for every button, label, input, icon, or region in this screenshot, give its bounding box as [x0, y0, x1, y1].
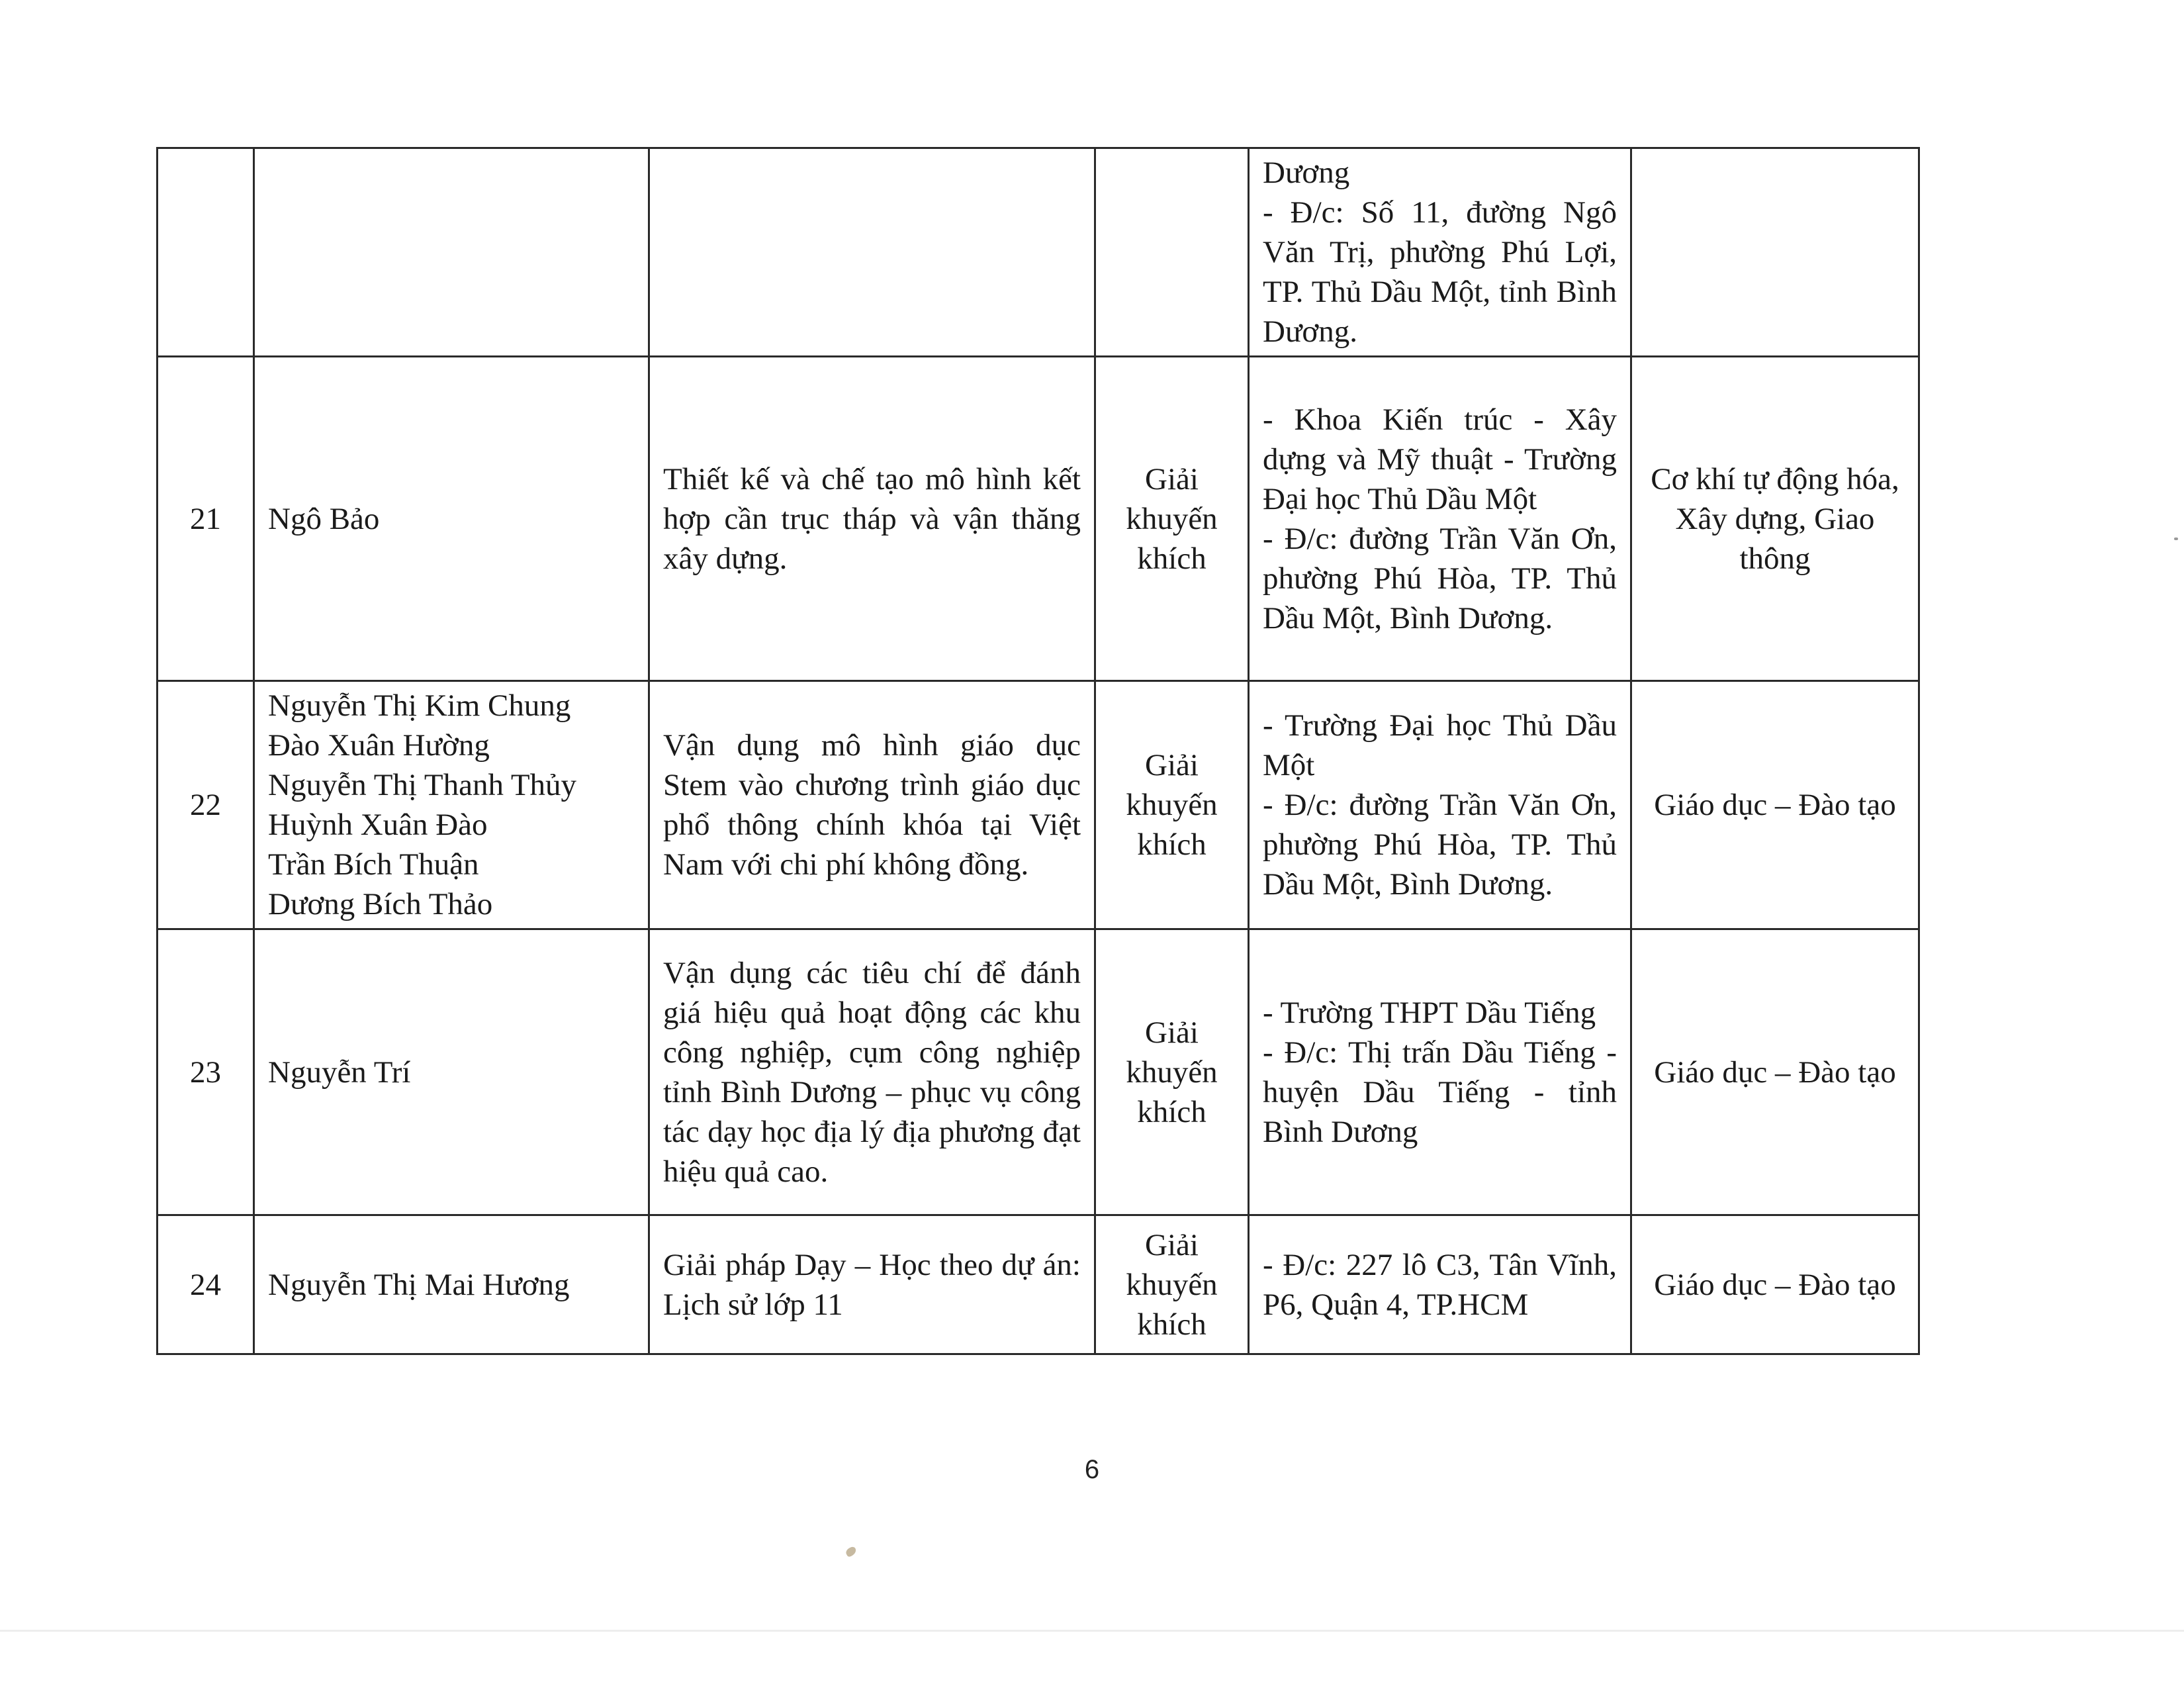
project-title: Thiết kế và chế tạo mô hình kết hợp cần trục tháp và vận thăng xây dựng. [663, 461, 1081, 576]
cell-address [1249, 681, 1631, 929]
row-number: 22 [190, 788, 221, 822]
field-text: Giáo dục – Đào tạo [1654, 1267, 1896, 1302]
prize-text: khuyến [1126, 788, 1218, 822]
row-number: 23 [190, 1055, 221, 1090]
author-name: Nguyễn Thị Kim Chung [268, 688, 571, 723]
cell-authors [254, 681, 649, 929]
field-text: Giáo dục – Đào tạo [1654, 1055, 1896, 1090]
prize-text: Giải [1145, 461, 1199, 496]
cell-field [1631, 357, 1919, 681]
address-line: - Đ/c: Số 11, đường Ngô Văn Trị, phường Phú Lợi, TP. Thủ Dầu Một, tỉnh Bình Dương. [1263, 195, 1625, 349]
prize-text: khuyến [1126, 1267, 1218, 1302]
prize-text: khích [1137, 1094, 1206, 1129]
cell-field [1631, 148, 1919, 357]
author-name: Nguyễn Thị Mai Hương [268, 1267, 570, 1302]
prize-text: khích [1137, 1307, 1206, 1342]
cell-project-title [649, 929, 1095, 1215]
address-line: Dương [1263, 156, 1350, 190]
scan-speck [844, 1546, 858, 1558]
cell-prize [1095, 929, 1249, 1215]
cell-prize [1095, 681, 1249, 929]
cell-project-title [649, 1215, 1095, 1354]
prize-text: khuyến [1126, 501, 1218, 536]
cell-project-title [649, 148, 1095, 357]
prize-text: Giải [1145, 748, 1199, 782]
cell-address [1249, 148, 1631, 357]
author-name: Nguyễn Trí [268, 1055, 411, 1090]
cell-field [1631, 929, 1919, 1215]
cell-address [1249, 929, 1631, 1215]
address-line: - Đ/c: đường Trần Văn Ơn, phường Phú Hòa, TP. Thủ Dầu Một, Bình Dương. [1263, 521, 1625, 635]
cell-prize [1095, 148, 1249, 357]
table-row [158, 929, 1919, 1215]
cell-number [158, 929, 254, 1215]
address-line: - Trường Đại học Thủ Dầu Một [1263, 708, 1625, 782]
table-row [158, 357, 1919, 681]
prize-text: khích [1137, 541, 1206, 576]
cell-number [158, 681, 254, 929]
cell-authors [254, 929, 649, 1215]
cell-authors [254, 1215, 649, 1354]
prize-text: khích [1137, 827, 1206, 862]
address-line: - Đ/c: đường Trần Văn Ơn, phường Phú Hòa, TP. Thủ Dầu Một, Bình Dương. [1263, 788, 1625, 902]
cell-project-title [649, 357, 1095, 681]
project-title: Giải pháp Dạy – Học theo dự án: Lịch sử lớp 11 [663, 1247, 1081, 1322]
cell-address [1249, 357, 1631, 681]
project-title: Vận dụng các tiêu chí để đánh giá hiệu quả hoạt động các khu công nghiệp, cụm công nghiệp tỉnh Bình Dương – phục vụ công tác dạy học địa lý địa phương đạt hiệu quả cao. [663, 955, 1081, 1189]
page-number: 6 [1084, 1455, 1100, 1484]
prize-text: Giải [1145, 1015, 1199, 1050]
address-line: - Đ/c: 227 lô C3, Tân Vĩnh, P6, Quận 4, TP.HCM [1263, 1247, 1625, 1322]
awards-table-body [158, 148, 1919, 1354]
author-name: Nguyễn Thị Thanh Thủy [268, 768, 577, 802]
prize-text: khuyến [1126, 1055, 1218, 1090]
cell-number [158, 148, 254, 357]
cell-field [1631, 681, 1919, 929]
cell-prize [1095, 1215, 1249, 1354]
cell-project-title [649, 681, 1095, 929]
address-line: - Đ/c: Thị trấn Dầu Tiếng - huyện Dầu Tiếng - tỉnh Bình Dương [1263, 1035, 1625, 1149]
table-row [158, 681, 1919, 929]
cell-prize [1095, 357, 1249, 681]
scan-edge-line [0, 1630, 2184, 1632]
scan-dot [2174, 538, 2178, 540]
cell-authors [254, 148, 649, 357]
author-name: Trần Bích Thuận [268, 847, 479, 882]
project-title: Vận dụng mô hình giáo dục Stem vào chương trình giáo dục phổ thông chính khóa tại Việt Nam với chi phí không đồng. [663, 728, 1081, 882]
field-text: Cơ khí tự động hóa, Xây dựng, Giao thông [1651, 461, 1907, 576]
address-line: - Khoa Kiến trúc - Xây dựng và Mỹ thuật - Trường Đại học Thủ Dầu Một [1263, 402, 1625, 516]
prize-text: Giải [1145, 1227, 1199, 1262]
cell-field [1631, 1215, 1919, 1354]
field-text: Giáo dục – Đào tạo [1654, 788, 1896, 822]
table-row [158, 1215, 1919, 1354]
author-name: Ngô Bảo [268, 501, 380, 536]
table-row [158, 148, 1919, 357]
row-number: 21 [190, 501, 221, 536]
row-number: 24 [190, 1267, 221, 1302]
cell-authors [254, 357, 649, 681]
cell-number [158, 357, 254, 681]
awards-table [156, 147, 1920, 1355]
address-line: - Trường THPT Dầu Tiếng [1263, 995, 1596, 1030]
author-name: Dương Bích Thảo [268, 887, 493, 921]
author-name: Đào Xuân Hường [268, 728, 490, 763]
author-name: Huỳnh Xuân Đào [268, 808, 488, 842]
cell-number [158, 1215, 254, 1354]
cell-address [1249, 1215, 1631, 1354]
